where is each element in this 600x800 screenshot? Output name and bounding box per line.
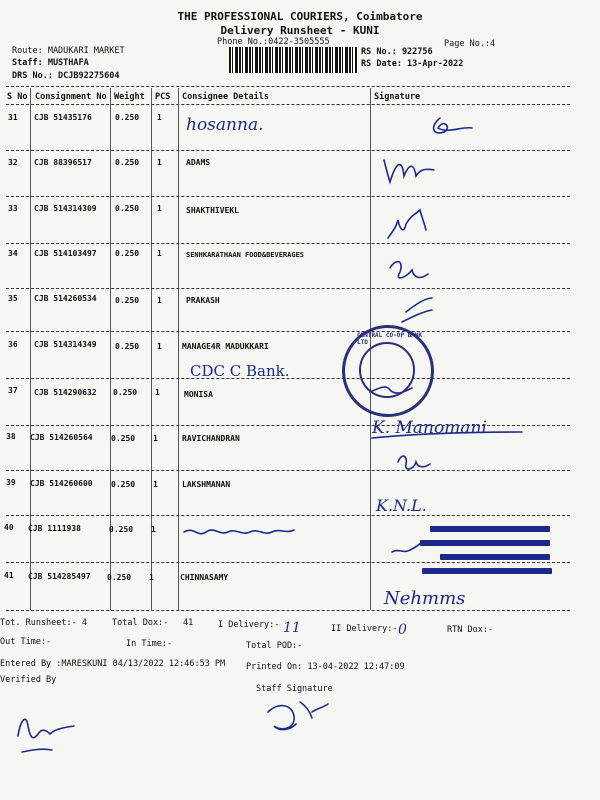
staff-label: Staff: MUSTHAFA [12,58,89,68]
entered-by: Entered By :MARESKUNI 04/13/2022 12:46:53 PM [0,659,226,669]
consignee-40-scribble [184,530,294,534]
handwritten-signature-39: K.N.L. [376,496,427,515]
row-40-pcs: 1 [151,525,156,534]
row-32-consignee: ADAMS [186,158,211,167]
col-header-consignment: Consignment No [35,92,107,102]
row-37-consignment: CJB 514290632 [34,388,97,397]
row-40-weight: 0.250 [109,525,134,534]
rs-number: RS No.: 922756 [361,47,433,57]
row-37-consignee: MONISA [184,390,213,399]
handwritten-delivered-count: 11 [283,620,301,636]
row-33-consignee: SHAKTHIVEKL [186,206,239,215]
stamp-text: CENTRAL CO-OP BANK LTD [357,332,423,346]
row-36-sno: 36 [8,340,18,349]
staff-signature-scribble [268,702,328,730]
row-33-consignment: CJB 514314309 [34,204,97,213]
row-34-consignment: CJB 514103497 [34,249,97,258]
row-33-sno: 33 [8,204,18,213]
printed-on: Printed On: 13-04-2022 12:47:09 [246,662,405,672]
rs-date: RS Date: 13-Apr-2022 [361,59,464,69]
row-41-pcs: 1 [149,573,154,582]
row-34-weight: 0.250 [115,249,140,258]
in-time-label: In Time:- [126,639,173,649]
out-time-label: Out Time:- [0,637,52,647]
col-header-pcs: PCS [155,92,171,102]
row-33-weight: 0.250 [115,204,140,213]
row-41-weight: 0.250 [107,573,132,582]
row-33-pcs: 1 [157,204,162,213]
row-37-sno: 37 [8,386,18,395]
handwritten-consignee-31: hosanna. [186,115,264,135]
row-32-pcs: 1 [157,158,162,167]
route-label: Route: MADUKARI MARKET [12,46,125,56]
row-38-consignee: RAVICHANDRAN [182,434,240,443]
signature-33 [388,210,426,238]
row-38-consignment: CJB 514260564 [30,433,93,442]
row-41-consignee: CHINNASAMY [180,573,229,582]
row-31-pcs: 1 [157,113,162,122]
row-41-consignment: CJB 514285497 [28,572,91,581]
rtn-dox-label: RTN Dox:- [447,625,494,635]
row-32-sno: 32 [8,158,18,167]
row-31-weight: 0.250 [115,113,140,122]
drs-number: DRS No.: DCJB92275604 [12,71,120,81]
page-number: Page No.:4 [444,39,496,49]
row-36-consignee: MANAGE4R MADUKKARI [182,342,269,351]
row-36-pcs: 1 [157,342,162,351]
row-34-pcs: 1 [157,249,162,258]
office-seal-stamp [374,520,574,590]
row-39-consignee: LAKSHMANAN [182,480,231,489]
row-40-sno: 40 [4,523,14,532]
row-39-consignment: CJB 514260600 [30,479,93,488]
ii-delivery-label: II Delivery:- [331,624,398,634]
row-34-sno: 34 [8,249,18,258]
handwritten-undelivered-count: 0 [398,622,407,638]
row-39-sno: 39 [6,478,16,487]
row-38-sno: 38 [6,432,16,441]
row-35-consignee: PRAKASH [186,296,220,305]
row-39-pcs: 1 [153,480,158,489]
row-35-consignment: CJB 514260534 [34,294,97,303]
row-41-sno: 41 [4,571,14,580]
signature-31 [434,118,472,133]
signature-32 [384,160,434,182]
handwritten-signature-41: Nehmms [384,588,466,609]
total-pod-label: Total POD:- [246,641,303,651]
row-34-consignee: SENHKARATHAAN FOOD&BEVERAGES [186,251,305,259]
col-header-weight: Weight [114,92,145,102]
phone-number: Phone No.:0422-3505555 [217,37,330,47]
i-delivery-label: I Delivery:- [218,620,280,630]
col-header-signature: Signature [374,92,421,102]
row-37-weight: 0.250 [113,388,138,397]
total-runsheet: Tot. Runsheet:- 4 [0,618,87,628]
row-39-weight: 0.250 [111,480,136,489]
signature-34 [390,262,428,278]
document-title: Delivery Runsheet - KUNI [220,24,380,37]
company-title: THE PROFESSIONAL COURIERS, Coimbatore [177,10,423,23]
total-dox-value: 41 [183,618,194,628]
row-35-sno: 35 [8,294,18,303]
verified-signature [18,719,74,752]
col-header-sno: S No [7,92,28,102]
row-35-pcs: 1 [157,296,162,305]
row-40-consignment: CJB 1111938 [28,524,81,533]
row-38-pcs: 1 [153,434,158,443]
row-36-consignment: CJB 514314349 [34,340,97,349]
staff-signature-label: Staff Signature [256,684,333,694]
signature-38-underline [372,432,522,438]
total-dox-label: Total Dox:- [112,618,169,628]
col-header-consignee: Consignee Details [182,92,269,102]
row-31-sno: 31 [8,113,18,122]
bank-stamp [342,325,434,417]
handwritten-note-36: CDC C Bank. [190,362,290,380]
row-32-weight: 0.250 [115,158,140,167]
row-36-weight: 0.250 [115,342,140,351]
row-31-consignment: CJB 51435176 [34,113,92,122]
verified-by-label: Verified By [0,675,57,685]
signature-35 [402,298,432,322]
row-37-pcs: 1 [155,388,160,397]
handwritten-signature-38: K. Manomani [372,418,487,438]
signature-39-scribble [398,456,430,469]
row-32-consignment: CJB 88396517 [34,158,92,167]
row-35-weight: 0.250 [115,296,140,305]
row-38-weight: 0.250 [111,434,136,443]
